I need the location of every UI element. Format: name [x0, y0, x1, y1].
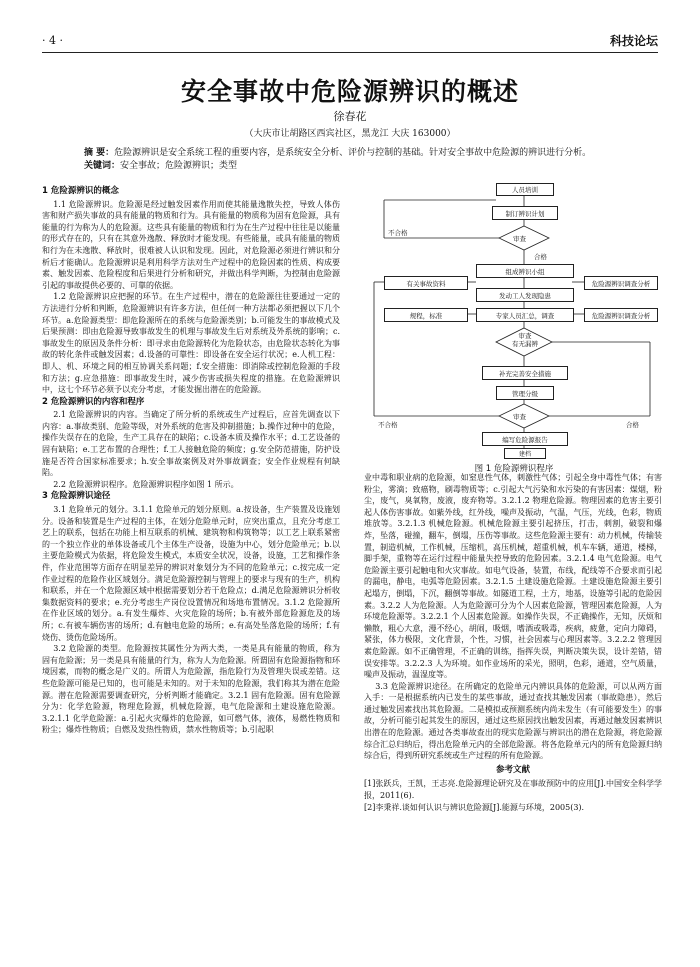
- body-paragraph: 3.1 危险单元的划分。3.1.1 危险单元的划分原则。a.按设备，生产装置及设施划分。设备和装置是生产过程的主体，在划分危险单元时，应突出重点，且充分考虑工艺上的联系，包括在功能上相互联系的机械、建筑物和构筑物等；以工艺上联系紧密的一个独立作业的单体设备或几个主体生产设备，设施为中心，划分危险单元；b.以主要危险模式为依据，将危险发生模式，本质安全状况，设备，设施，工艺和操作条件，作业范围等方面存在明显差异的辨识对象划分为不同的危险单元；c.按完成一定作业过程的危险作业区域划分。满足危险源控制与管理上的要求与现有的生产，机构和联系，并在一个危险源区域中根据需要划分若干危险点；d.满足危险源辨识分析收集数据资料的要求；e.充分考虑生产岗位设置情况和场地布置情况。3.1.2 危险源所在作业区域的划分。a.有发生爆炸、火灾危险的场所；b.有被外部危险源危及的场所；c.有被车辆伤害的场所；d.有触电危险的场所；e.有高处坠落危险的场所；f.有烧伤、烫伤危险场所。: [42, 505, 340, 642]
- flow-label-fail2: 不合格: [378, 421, 398, 429]
- article-author: 徐春花: [333, 110, 367, 123]
- flow-node-norms: 规程，标准: [384, 308, 468, 322]
- keywords-label: 关键词：: [84, 161, 121, 171]
- body-paragraph: 2.2 危险源辨识程序。危险源辨识程序如图 1 所示。: [53, 479, 239, 489]
- flow-node-team: 组成辨识小组: [476, 264, 574, 278]
- flow-node-other-info: 有关事故资料: [384, 276, 468, 290]
- reference-item: [2]李秉祥.谈如何认识与辨识危险源[J].能源与环境，2005(3).: [364, 802, 585, 812]
- flow-node-expert: 专家人员汇总，调查: [476, 308, 574, 322]
- article-affiliation: （大庆市让胡路区西宾社区，黑龙江 大庆 163000）: [244, 129, 456, 139]
- keywords: [84, 160, 658, 172]
- flow-node-start: 人员培训: [496, 183, 554, 196]
- flow-label-fail1: 不合格: [388, 229, 408, 237]
- flowchart-figure: [364, 180, 664, 474]
- page-number: · 4 ·: [42, 34, 63, 47]
- body-paragraph: 3.3 危险源辨识途径。在所确定的危险单元内辨识具体的危险源，可以从两方面入手：一是根据系统内已发生的某些事故，通过查找其触发因素（事故隐患），然后通过触发因素找出其危险源。二是模拟或预测系统内尚未发生（有可能要发生）的事故，分析可能引起其发生的原因，通过这些原因找出触发因素，再通过触发因素辨识出潜在的危险源。通过各类事故查出的现实危险源与辨识出的潜在危险源，将危险源综合汇总归纳后，得出危险单元内的全部危险源。将各危险单元内的所有危险源归纳综合后，得到所研究系统或生产过程的所有危险源。: [364, 681, 662, 761]
- flow-node-review1: 审查: [513, 235, 526, 243]
- flow-node-plan: 制订辨识计划: [492, 206, 558, 220]
- flow-node-final: 编写危险源报告: [482, 432, 568, 446]
- flow-node-complete-info: 补充完善安全措施: [482, 366, 568, 380]
- flow-node-archive: 建档: [504, 448, 546, 459]
- reference-item: [1]张跃兵，王凯，王志亮.危险源理论研究及在事故预防中的应用[J].中国安全科学学报，2011(6).: [364, 779, 662, 801]
- flow-node-mgmt: 管理分级: [496, 386, 554, 400]
- abstract-block: [84, 147, 658, 173]
- flow-node-analysis: 危险源辨识调查分析: [584, 276, 658, 290]
- references-heading: 参考文献: [495, 764, 530, 775]
- body-paragraph: 业中毒和职业病的危险源，如窒息性气体，刺激性气体；引起全身中毒性气体；有害粉尘，雾滴；致癌物，刷毒物质等；c.引起大气污染和水污染的有害因素：煤烟，粉尘，废气，臭氧物，废液，废弃物等。3.2.1.2 物理危险源。物理因素的危害主要引起人体伤害事故。如紫外线，红外线，噪声及振动，气温，气压，光线，色彩，物质堆放等。3.2.1.3 机械危险源。机械危险源主要引起挤压，打击，刺割，破裂和爆炸，坠落，碰撞，翻车，倒塌，压伤等事故。这些危险源主要有：动力机械，传输装置，制造机械，工作机械，压缩机，高压机械，超重机械，机车车辆，通道，楼梯，脚手架，重物等在运行过程中能量失控导致的危险因素。3.2.1.4 电气危险源。电气危险源主要引起触电和火灾事故。如电气设备，装置，布线，配线等不合要求而引起的漏电，静电，电弧等危险因素。3.2.1.5 土建设施危险源。土建设施危险源主要引起塌方，倒塌，下沉，翻倒等事故。如隧道工程，土方，地基，设施等引起的危险因素。3.2.2 人为危险源。人为危险源可分为个人因素危险源，管理因素危险源，人为环境危险源等。3.2.2.1 个人因素危险源。如操作失误，不正确操作，无知，厌烦和懒散，粗心大意，漫不经心，胡闹，吸烟，嗜酒或吸毒，疾病，疲惫，定向力障碍，紧张，体力极限，文化背景，个性，习惯，社会因素与心理因素等。3.2.2.2 管理因素危险源。如不正确管理，不正确的训练，指挥失误，判断决策失误，设计差错，错误安排等。3.2.2.3 人为环境。如作业场所的采光，照明，色彩，通道，空气质量，噪声及振动，温湿度等。: [364, 473, 662, 680]
- flow-label-ok1: 合格: [534, 253, 547, 261]
- flow-node-hazard-survey: 危险源辨识调查分析: [584, 308, 658, 322]
- body-paragraph: 1.1 危险源辨识。危险源是经过触发因素作用而使其能量逸散失控，导致人体伤害和财产损失事故的具有能量的物质和行为。具有能量的物质称为固有危险源，具有能量的行为称为人的危险源。这些具有能量的物质和行为在生产过程中往往是以能量的形式存在的，只有在其意外逸散、释放时才能发现。有些能量，或具有能量的物质和行为在未逸散、释放时，很难被人认识和发现。因此，对危险源必须进行辨识和分析后才能确认。危险源辨识是利用科学方法对生产过程中的危险因素的性质、构成要素、触发因素、危险程度和后果进行分析和研究，并做出科学判断，为控制由危险源引起的事故提供必要的、可靠的依据。: [42, 199, 340, 290]
- flow-label-ok2: 合格: [626, 421, 639, 429]
- section-heading: 2 危险源辨识的内容和程序: [42, 396, 145, 407]
- has-hazard-text: 有无漏辨: [512, 340, 538, 348]
- section-heading: 3 危险源辨识途径: [42, 491, 111, 502]
- keywords-text: 安全事故；危险源辨识；类型: [120, 161, 238, 171]
- flow-node-review3: 审查: [513, 413, 526, 421]
- body-paragraph: 2.1 危险源辨识的内容。当确定了所分析的系统或生产过程后，应首先调查以下内容：a.事故类别、危险等级，对外系统的危害及抑制措施；b.操作过种中的危险，操作失误存在的危险，生产工具存在的缺陷；c.设备本质及操作水平；d.工艺设备的固有缺陷；e.工艺布置的合理性；f.工人接触危险的频度；g.安全防范措施，防护设施是否符合国家标准要求；h.安全事故案例及对外事故调查；安全作业规程有何缺陷。: [42, 410, 340, 478]
- abstract-text: 危险源辨识是安全系统工程的重要内容，是系统安全分析、评价与控制的基础。针对安全事故中危险源的辨识进行分析。: [114, 148, 592, 158]
- right-column: [364, 472, 662, 952]
- flow-node-review2: [512, 332, 538, 348]
- flow-node-survey: 发动工人发现隐患: [476, 288, 574, 302]
- section-heading: 1 危险源辨识的概念: [42, 186, 119, 196]
- article-title: 安全事故中危险源辨识的概述: [180, 77, 519, 106]
- figure-caption: 图 1 危险源辨识程序: [474, 464, 554, 474]
- body-paragraph: 1.2 危险源辨识应把握的环节。在生产过程中，潜在的危险源往往要通过一定的方法进行分析和判断，危险源辨识有许多方法，但任何一种方法都必须把握以下几个环节。a.危险源类型：即危险源所在的系统与危险源类别；b.可能发生的事故模式及后果预测：即由危险源导致事故发生的机理与事故发生后对系统及外系统的影响；c.事故发生的原因及条件分析：即寻求由危险源转化为危险状态，由危险状态转化为事故的转化条件或触发因素；d.设备的可靠性：即设备在安全运行状况；e.人机工程：即人、机、环境之间的相互协调关系问题；f.安全措施：即消除或控制危险源的手段和方法；g.应急措施：即事故发生时，减少伤害或损失程度的措施。在危险源辨识中，这七个环节必须予以充分考虑，才能发掘出潜在的危险源。: [42, 292, 340, 395]
- abstract: [84, 147, 658, 159]
- abstract-label: 摘 要：: [84, 148, 115, 158]
- body-paragraph: 3.2 危险源的类型。危险源按其属性分为两大类，一类是具有能量的物质，称为固有危险源；另一类是具有能量的行为，称为人为危险源。所谓固有危险源指物和环境因素，而物的概念是广义的。所谓人为危险源，指危险行为及管理失误或差错。这些危险源可能是已知的，也可能是未知的。对于未知的危险源，我们称其为潜在危险源。潜在危险源需要调查研究，分析判断才能确定。3.2.1 固有危险源。固有危险源分为：化学危险源，物理危险源，机械危险源，电气危险源和土建设施危险源。3.2.1.1 化学危险源：a.引起火灾爆炸的危险源，如可燃气体，液体，易燃性物质和粉尘；爆炸性物质；自燃及发热性物质，禁水性物质等；b.引起职: [42, 644, 340, 735]
- review2-text: 审查: [518, 332, 532, 340]
- left-column: [42, 185, 340, 955]
- page-header: [42, 30, 658, 53]
- journal-name: 科技论坛: [609, 34, 658, 48]
